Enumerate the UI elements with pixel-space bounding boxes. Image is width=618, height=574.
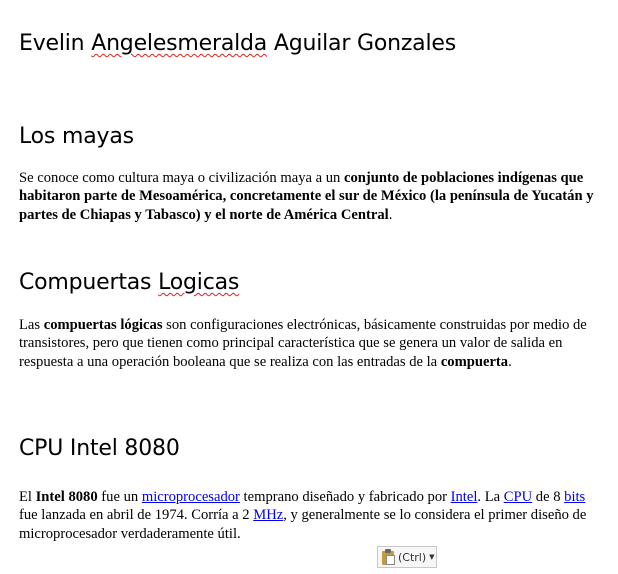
bold-text: conjunto de poblaciones indígenas que habitaron parte de Mesoamérica, concretamente el sur de México (la península de Yucatán y partes de Chiapas y Tabasco) y el norte de América Central [19, 170, 594, 223]
link-cpu[interactable]: CPU [503, 489, 533, 505]
text: . [508, 353, 512, 370]
text: . [388, 206, 393, 223]
heading-cpu: CPU Intel 8080 [19, 436, 180, 461]
paragraph-mayas [19, 169, 603, 224]
text: Las [19, 317, 44, 333]
author-name [19, 31, 456, 56]
link-bits[interactable]: bits [564, 489, 586, 505]
link-microprocesador[interactable]: microprocesador [141, 489, 240, 505]
clipboard-icon [381, 549, 395, 565]
text: fue un [97, 489, 142, 505]
paste-options-label: (Ctrl) [398, 550, 427, 564]
link-intel[interactable]: Intel [450, 489, 478, 505]
text: de 8 [532, 489, 565, 505]
text: El [19, 489, 36, 505]
heading-mayas: Los mayas [19, 124, 134, 149]
text: Se conoce como cultura maya o civilización maya a un [19, 170, 344, 186]
text: temprano diseñado y fabricado por [239, 489, 451, 505]
heading-compuertas [19, 270, 239, 295]
author-last-name: Aguilar Gonzales [267, 31, 456, 56]
bold-text: compuerta [440, 353, 509, 370]
paragraph-compuertas [19, 316, 603, 371]
bold-text: Intel 8080 [35, 489, 98, 505]
author-first-name: Evelin [19, 31, 92, 56]
text: fue lanzada en abril de 1974. Corría a 2 [19, 507, 254, 524]
paste-options-button[interactable] [377, 546, 437, 568]
link-mhz[interactable]: MHz [253, 507, 284, 524]
heading-text-misspelled: Logicas [158, 270, 240, 295]
text: , y generalmente se lo considera el primer diseño de microprocesador verdaderamente útil. [19, 507, 587, 542]
bold-text: compuertas lógicas [43, 317, 163, 333]
text: . La [477, 489, 504, 505]
heading-text: Compuertas [19, 270, 159, 295]
chevron-down-icon: ▼ [429, 553, 435, 561]
author-middle-name: Angelesmeralda [91, 31, 268, 56]
text: son configuraciones electrónicas, básicamente construidas por medio de transistores, pero que tienen como principal característica que se genera un valor de salida en respuesta a una operación booleana que se realiza con las entradas de la [19, 317, 587, 370]
paragraph-cpu [19, 488, 603, 543]
